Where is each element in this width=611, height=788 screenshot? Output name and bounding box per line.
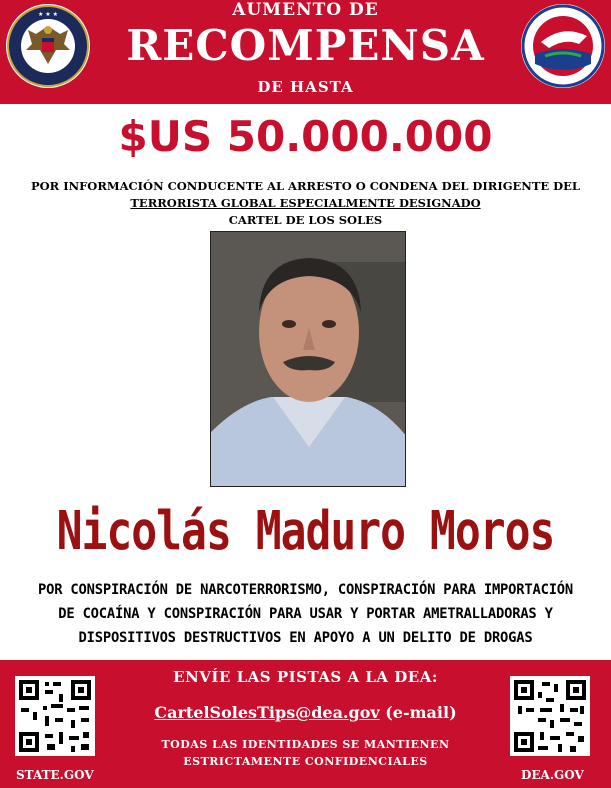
email-line <box>0 703 611 722</box>
charges-line-2: DE COCAÍNA Y CONSPIRACIÓN PARA USAR Y PORTAR AMETRALLADORAS Y <box>58 606 553 622</box>
email-suffix: (e-mail) <box>385 703 457 722</box>
info-line-3: CARTEL DE LOS SOLES <box>228 213 383 227</box>
confidential-line-2: ESTRICTAMENTE CONFIDENCIALES <box>183 755 428 768</box>
charges-line-1: POR CONSPIRACIÓN DE NARCOTERRORISMO, CONSPIRACIÓN PARA IMPORTACIÓN <box>37 582 574 598</box>
header-line-de-hasta: DE HASTA <box>257 78 354 96</box>
info-line-1: POR INFORMACIÓN CONDUCENTE AL ARRESTO O CONDENA DEL DIRIGENTE DEL <box>31 179 580 193</box>
person-name: Nicolás Maduro Moros <box>56 500 555 563</box>
header-line-aumento: AUMENTO DE <box>232 0 379 20</box>
reward-amount: $US 50.000.000 <box>118 112 493 161</box>
info-line-2: TERRORISTA GLOBAL ESPECIALMENTE DESIGNADO <box>130 196 481 210</box>
charges-line-3: DISPOSITIVOS DESTRUCTIVOS EN APOYO A UN DELITO DE DROGAS <box>78 630 533 646</box>
portrait-photo <box>210 231 406 487</box>
svg-text:★ ★ ★: ★ ★ ★ <box>38 11 58 18</box>
tip-label: ENVÍE LAS PISTAS A LA DEA: <box>173 668 438 686</box>
tips-email-link[interactable]: CartelSolesTips@dea.gov <box>154 703 380 722</box>
header-title-recompensa: RECOMPENSA <box>126 21 485 70</box>
dea-gov-link[interactable]: DEA.GOV <box>521 768 584 782</box>
confidential-line-1: TODAS LAS IDENTIDADES SE MANTIENEN <box>161 738 450 751</box>
state-gov-link[interactable]: STATE.GOV <box>16 768 94 782</box>
